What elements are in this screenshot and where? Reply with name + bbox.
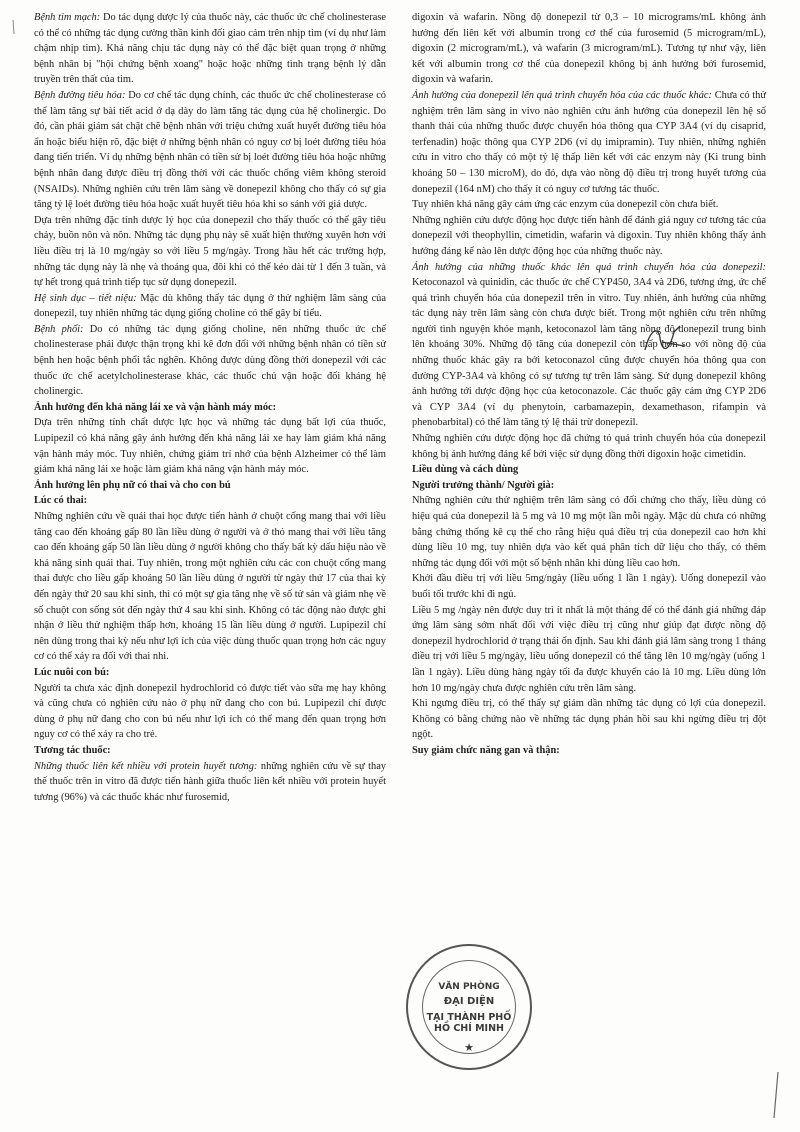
paragraph xyxy=(412,10,766,88)
paragraph xyxy=(34,509,386,665)
paragraph-text: Khi ngưng điều trị, có thể thấy sự giảm dần những tác dụng có lợi của donepezil. Không có bằng chứng nào về những tác dụng phản hồi sau khi ngừng điều trị đột ngột. xyxy=(412,698,766,741)
paragraph xyxy=(412,213,766,260)
paragraph xyxy=(412,493,766,571)
section-heading: Tương tác thuốc: xyxy=(34,744,111,756)
right-column xyxy=(412,10,766,759)
section-heading: Liều dùng và cách dùng xyxy=(412,464,519,476)
paragraph xyxy=(34,291,386,322)
company-stamp xyxy=(406,944,532,1070)
paragraph xyxy=(34,88,386,213)
paragraph-text: digoxin và wafarin. Nồng độ donepezil từ 0,3 – 10 micrograms/mL không ảnh hưởng đến liên kết với albumin trong cơ thể của furosemid (5 microgram/mL), digoxin (2 microgram/mL), và wafarin (3 microgram/mL). Tương tự như vậy, liên kết với albumin trong cơ thể của donepezil không bị ảnh hưởng bởi furosemid, digoxin và wafarin. xyxy=(412,12,766,86)
margin-mark-2 xyxy=(770,1070,782,1120)
paragraph xyxy=(412,571,766,602)
paragraph xyxy=(34,322,386,400)
paragraph xyxy=(34,759,386,806)
stamp-star-icon: ★ xyxy=(464,1041,474,1054)
paragraph-text: Những nghiên cứu dược động học đã chứng tỏ quá trình chuyển hóa của donepezil không bị ảnh hưởng đáng kể bởi việc sử dụng đồng thời digoxin hoặc cimetidin. xyxy=(412,433,766,460)
paragraph xyxy=(34,681,386,743)
section-heading: Ảnh hưởng lên phụ nữ có thai và cho con bú xyxy=(34,479,231,491)
paragraph-text: Ketoconazol và quinidin, các thuốc ức chế CYP450, 3A4 và 2D6, tương ứng, ức chế quá trình chuyển hóa của donepezil trên in vitro. Tuy nhiên, ảnh hưởng của những tác dụng này trên lâm sàng còn chưa được biết. Trong một nghiên cứu trên những người tình nguyện khỏe mạnh, ketoconazol làm tăng nồng độ donepezil trung bình lên khoảng 30%. Những độ tăng của donepezil còn thấp hơn so với nồng độ của những thuốc khác gây ra bởi ketoconazol cũng được chuyển hóa thông qua con đường CYP-3A4 và không có sự tương tự trên lâm sàng. Sử dụng donepezil không ảnh hưởng tới dược động học của ketoconazole. Các thuốc gây cảm ứng CYP 2D6 và CYP 3A4 (ví dụ phenytoin, carbamazepin, dexamethason, rifampin và phenobarbital) có thể làm tăng tỷ lệ thải trừ donepezil. xyxy=(412,277,766,429)
paragraph-text: Những nghiên cứu dược động học được tiến hành để đánh giá nguy cơ tương tác của donepezil với theophyllin, cimetidin, wafarin và digoxin. Tuy nhiên không thấy ảnh hưởng đáng kể nào lên dược động học của những thuốc này. xyxy=(412,214,766,257)
paragraph-text: Người ta chưa xác định donepezil hydrochlorid có được tiết vào sữa mẹ hay không và cũng chưa có nghiên cứu nào ở phụ nữ đang cho con bú. Lupipezil chỉ được dùng ở phụ nữ đang cho con bú nếu như lợi ích có thể mang đến quan trọng hơn nguy cơ có thể xảy ra cho trẻ. xyxy=(34,682,386,741)
paragraph-lead-in: Bệnh tim mạch: xyxy=(34,12,101,23)
paragraph-lead-in: Ảnh hưởng của donepezil lên quá trình chuyển hóa của các thuốc khác: xyxy=(412,89,712,101)
paragraph xyxy=(34,415,386,477)
paragraph-text: Khởi đầu điều trị với liều 5mg/ngày (liều uống 1 lần 1 ngày). Uống donepezil vào buổi tối trước khi đi ngủ. xyxy=(412,573,766,600)
paragraph-text: Dựa trên những tính chất dược lực học và những tác dụng bất lợi của thuốc, Lupipezil có khả năng gây ảnh hưởng đến khả năng lái xe hay làm giảm khả năng vận hành máy móc. Tuy nhiên, chứng giảm trí nhớ của bệnh Alzheimer có thể làm giảm khả năng lái xe hoặc làm giảm khả năng vận hành máy móc. xyxy=(34,417,386,476)
paragraph-text: Chưa có thử nghiệm trên lâm sàng in vivo nào nghiên cứu ảnh hưởng của donepezil lên hệ số thanh thải của những thuốc được chuyển hóa thông qua CYP 3A4 (ví dụ cisaprid, terfenadin) hoặc thông qua CYP 2D6 (ví dụ imipramin). Tuy nhiên, những nghiên cứu in vitro cho thấy có một tỷ lệ thấp liên kết với các enzym này (Ki trung bình khoảng 50 – 130 microM), do đó, dựa vào nồng độ điều trị trong huyết tương của donepezil (164 nM) cho thấy ít có nguy cơ tương tác thuốc. xyxy=(412,89,767,195)
left-column xyxy=(34,10,386,805)
margin-mark xyxy=(8,18,18,38)
stamp-line-3: TẠI THÀNH PHỐ HỒ CHÍ MINH xyxy=(426,1012,512,1034)
section-heading: Lúc có thai: xyxy=(34,495,88,507)
paragraph xyxy=(412,431,766,462)
paragraph xyxy=(34,213,386,291)
paragraph-lead-in: Những thuốc liên kết nhiều với protein huyết tương: xyxy=(34,760,258,772)
paragraph-text: Do có những tác dụng giống choline, nên những thuốc ức chế cholinesterase phải được thận trọng khi kê đơn đối với những bệnh nhân có tiền sử bệnh hen hoặc bệnh phổi tắc nghẽn. Không được dùng đồng thời donepezil với các thuốc ức chế acetylcholinesterase khác, các thuốc chủ vận hoặc đối kháng hệ cholinergic. xyxy=(34,323,386,398)
paragraph xyxy=(34,10,386,88)
paragraph xyxy=(412,603,766,697)
section-heading: Ảnh hưởng đến khả năng lái xe và vận hành máy móc: xyxy=(34,401,277,413)
paragraph-text: Dựa trên những đặc tính dược lý học của donepezil cho thấy thuốc có thể gây tiêu chảy, buồn nôn và nôn. Những tác dụng phụ này sẽ xuất hiện thường xuyên hơn với liều điều trị là 10 mg/ngày so với liều 5 mg/ngày. Trong hầu hết các trường hợp, những tác dụng này là nhẹ và thoáng qua, đôi khi có thể kéo dài từ 1 đến 3 tuần, và tự hết trong quá trình tiếp tục sử dụng donepezil. xyxy=(34,214,386,289)
paragraph-text: những nghiên cứu về sự thay thế thuốc trên in vitro đã được tiến hành giữa thuốc liên kết nhiều với protein huyết tương (96%) và các thuốc khác như furosemid, xyxy=(34,760,387,803)
stamp-line-1: VĂN PHÒNG xyxy=(438,982,500,992)
paragraph-text: Do cơ chế tác dụng chính, các thuốc ức chế cholinesterase có thể làm tăng sự bài tiết acid ở dạ dày do làm tăng tác dụng của hệ cholinergic. Do đó, cần phải giám sát chặt chẽ bệnh nhân với triệu chứng xuất huyết đường tiêu hóa ẩn hoặc biểu hiện rõ, đặc biệt ở những bệnh nhân có nguy cơ bị loét đường tiêu hóa đang tiến triển. Ví dụ những bệnh nhân có tiền sử bị loét đường tiêu hóa hoặc những bệnh nhân đang được điều trị đồng thời với các thuốc chống viêm không steroid (NSAIDs). Những nghiên cứu trên lâm sàng về donepezil không cho thấy có sự gia tăng tỷ lệ loét đường tiêu hóa hoặc xuất huyết tiêu hóa khi so sánh với giả dược. xyxy=(34,89,386,211)
paragraph xyxy=(412,696,766,743)
paragraph-text: Liều 5 mg /ngày nên được duy trì ít nhất là một tháng để có thể đánh giá những đáp ứng lâm sàng sớm nhất đối với việc điều trị cũng như giúp đạt được nồng độ donepezil hydrochlorid ở trạng thái ổn định. Sau khi đánh giá lâm sàng trong 1 tháng điều trị với liều 5 mg/ngày, liều uống donepezil có thể tăng lên 10 mg/ngày (uống 1 lần 1 ngày). Liều dùng hàng ngày tối đa được khuyến cáo là 10 mg. Liều dùng lớn hơn 10 mg/ngày chưa được nghiên cứu trên lâm sàng. xyxy=(412,604,766,694)
paragraph-lead-in: Hệ sinh dục – tiết niệu: xyxy=(34,292,137,304)
paragraph-text: Tuy nhiên khả năng gây cảm ứng các enzym của donepezil còn chưa biết. xyxy=(412,199,719,211)
paragraph-text: Những nghiên cứu về quái thai học được tiến hành ở chuột cống mang thai với liều tăng cao đến khoảng gấp 80 lần liều dùng ở người và ở thỏ mang thai với liều tăng cao đến khoảng gấp 50 lần liều dùng ở người không cho thấy bất kỳ dấu hiệu nào về khả năng sinh quái thai. Tuy nhiên, trong một nghiên cứu các con chuột cống mang thai được cho liều gấp khoảng 50 lần liều dùng ở người từ ngày thứ 17 của thai kỳ đến ngày thứ 20 sau khi sinh, thì có một sự gia tăng nhẹ về số tử sản và giảm nhẹ về số chuột con sống sót đến ngày thứ 4 sau khi sinh. Không có tác động nào được ghi nhận ở liều thử nghiệm thấp hơn, khoảng 15 lần liều dùng ở người. Lupipezil chỉ nên dùng trong thai kỳ nếu như lợi ích của việc dùng thuốc quan trọng hơn các nguy cơ có thể xảy ra đối với thai nhi. xyxy=(34,511,386,663)
paragraph-lead-in: Ảnh hưởng của những thuốc khác lên quá trình chuyển hóa của donepezil: xyxy=(412,261,766,273)
section-heading: Người trưởng thành/ Người già: xyxy=(412,479,555,491)
section-heading: Suy giảm chức năng gan và thận: xyxy=(412,744,560,756)
section-heading: Lúc nuôi con bú: xyxy=(34,666,110,678)
handwritten-signature xyxy=(640,320,690,360)
paragraph xyxy=(412,197,766,213)
paragraph xyxy=(412,88,766,197)
stamp-line-2: ĐẠI DIỆN xyxy=(443,996,495,1007)
paragraph-lead-in: Bệnh phổi: xyxy=(34,323,84,335)
paragraph-text: Những nghiên cứu thử nghiệm trên lâm sàng có đối chứng cho thấy, liều dùng có hiệu quả của donepezil là 5 mg và 10 mg một lần mỗi ngày. Mặc dù chưa có những bằng chứng thống kê cụ thể cho rằng hiệu quả điều trị của donepezil cao hơn khi dùng liều 10 mg, tuy nhiên dựa vào kết quả phân tích dữ liệu cho thấy, có thêm những tác dụng đối với một số bệnh nhân khi dùng liều cao hơn. xyxy=(412,495,766,569)
paragraph-text: Mặc dù không thấy tác dụng ở thử nghiệm lâm sàng của donepezil, tuy nhiên những tác dụng giống choline có thể gây bí tiểu. xyxy=(34,292,386,320)
paragraph-text: Do tác dụng dược lý của thuốc này, các thuốc ức chế cholinesterase có thể có những tác dụng cường thần kinh đối giao cảm trên nhịp tim (ví dụ như làm chậm nhịp tim). Khả năng chịu tác dụng này có thể đặc biệt quan trọng ở những bệnh nhân bị "hội chứng bệnh xoang" hoặc hoặc những tình trạng bệnh lý dẫn truyền trên thất của tim. xyxy=(34,12,386,86)
paragraph-lead-in: Bệnh đường tiêu hóa: xyxy=(34,89,126,101)
paragraph xyxy=(412,260,766,432)
